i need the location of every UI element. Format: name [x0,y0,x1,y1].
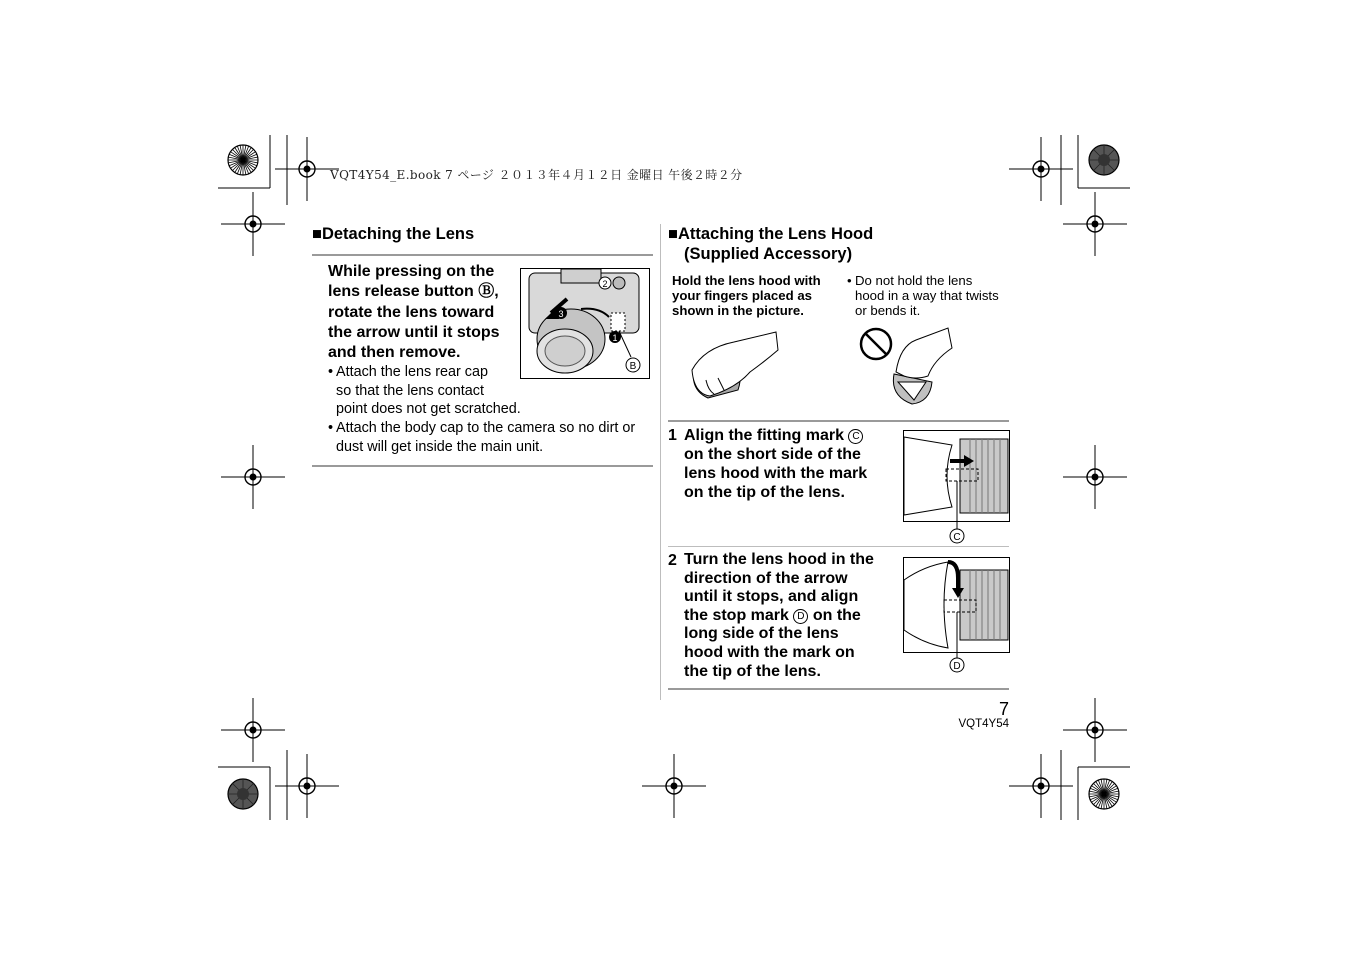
instruction-line: the arrow until it stops [328,323,500,341]
step-divider [668,546,1009,547]
step-number: 1 [668,427,677,444]
step-line: on the short side of the [684,446,861,463]
fig-label-D: D [953,661,961,672]
step-line: Turn the lens hood in the [684,551,874,568]
mark-c-symbol: C [848,429,863,444]
step-line: lens hood with the mark [684,465,868,482]
section-divider [312,465,653,467]
lens-hood-turn-illustration [904,558,1009,676]
note-line: Do not hold the lens [855,273,973,288]
attaching-title-line2: (Supplied Accessory) [684,245,853,263]
fig-label-1: 1 [612,333,618,343]
step-2 [668,551,898,686]
bullet-rear-cap: • Attach the lens rear cap so that the lens contact point does not get scratched. [328,363,658,419]
detaching-title: ■Detaching the Lens [312,225,475,243]
note-line: hood in a way that twists [855,288,999,303]
bullet-line: so that the lens contact [336,382,484,399]
page-number: 7 [998,699,1009,719]
step-line: until it stops, and align [684,588,859,606]
step-line: on the tip of the lens. [684,484,845,501]
step-line: the stop mark [684,606,789,624]
step-line: hood with the mark on [684,643,855,661]
book-file-header: VQT4Y54_E.book 7 ページ ２０１３年４月１２日 金曜日 午後２時２分 [330,168,743,182]
incorrect-hold-illustration [856,326,956,408]
section-divider [668,420,1009,422]
mark-d-symbol: D [793,609,808,624]
bullet-line: Attach the lens rear cap [336,364,488,380]
step-line-suffix: on the [812,606,861,624]
bullet-line: point does not get scratched. [336,401,521,417]
step-line: the tip of the lens. [684,662,821,680]
hold-note [672,273,842,318]
correct-hold-illustration [684,328,784,402]
instruction-line: While pressing on the [328,263,495,280]
attaching-title [668,224,873,264]
turn-hood-figure [903,557,1010,672]
instruction-line: rotate the lens toward [328,303,495,321]
bullet-body-cap: • Attach the body cap to the camera so no dirt or dust will get inside the main unit. [328,419,658,456]
detaching-instruction [328,262,518,363]
section-divider [312,254,653,256]
note-line: your fingers placed as [672,288,812,303]
camera-illustration [521,269,649,378]
note-line: shown in the picture. [672,303,804,318]
instruction-line: lens release button Ⓑ, [328,283,499,301]
step-line: direction of the arrow [684,569,848,587]
fig-label-B: B [629,361,637,372]
section-divider [668,688,1009,690]
step-line: long side of the lens [684,625,839,643]
step-number: 2 [668,552,677,569]
fig-label-2: 2 [602,279,608,289]
model-code: VQT4Y54 [958,718,1009,730]
note-line: or bends it. [855,303,921,318]
fig-label-3: 3 [558,309,564,319]
lens-hood-align-illustration [904,431,1009,546]
bullet-line: dust will get inside the main unit. [336,438,544,455]
do-not-note: • Do not hold the lens hood in a way that twists or bends it. [847,273,1017,318]
note-line: Hold the lens hood with [672,273,821,288]
column-separator [660,224,661,700]
attaching-title-line1: ■Attaching the Lens Hood [668,225,874,243]
align-fitting-mark-figure [903,430,1010,543]
instruction-line: and then remove. [328,344,461,362]
fig-label-C: C [953,532,961,543]
step-1 [668,426,898,526]
bullet-line: Attach the body cap to the camera so no dirt or [336,420,636,436]
step-line: Align the fitting mark [684,427,844,444]
